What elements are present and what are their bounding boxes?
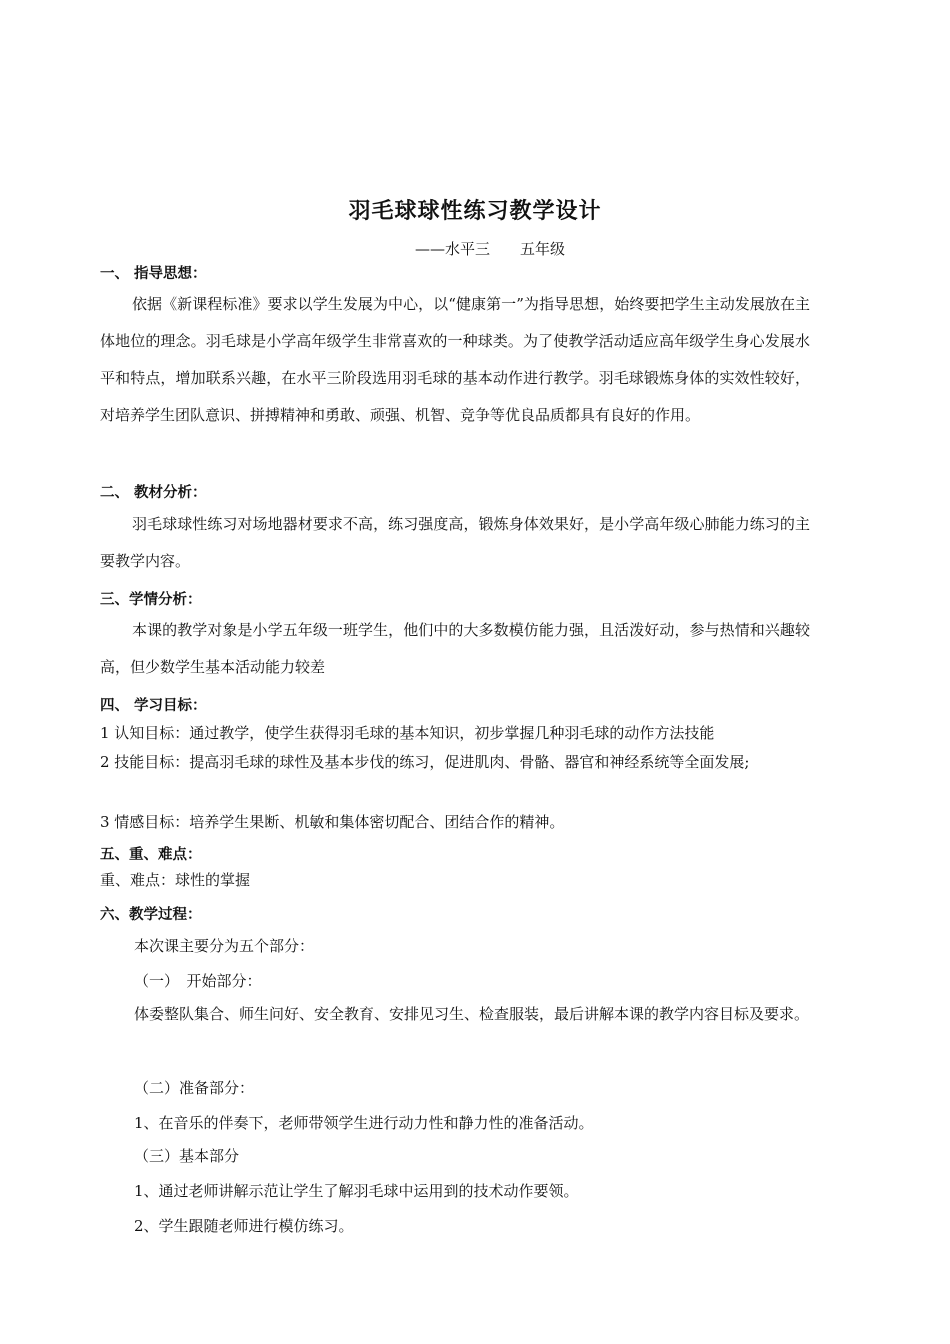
- goal-item-skill: 2 技能目标：提高羽毛球的球性及基本步伐的练习，促进肌肉、骨骼、器官和神经系统等全面发展;: [100, 753, 750, 771]
- goal-item-cognitive: 1 认知目标：通过教学，使学生获得羽毛球的基本知识，初步掌握几种羽毛球的动作方法技能: [100, 724, 715, 742]
- process-part1-title: （一） 开始部分：: [134, 972, 262, 990]
- document-subtitle: ——水平三 五年级: [414, 240, 565, 258]
- section-heading-key-points: 五、重、难点：: [100, 847, 202, 863]
- process-part3-item: 2、学生跟随老师进行模仿练习。: [134, 1217, 354, 1235]
- process-intro: 本次课主要分为五个部分：: [134, 937, 315, 955]
- key-points-text: 重、难点：球性的掌握: [100, 871, 251, 889]
- section-paragraph-guiding-thought: 依据《新课程标准》要求以学生发展为中心，以“健康第一”为指导思想，始终要把学生主动发展放在主体地位的理念。羽毛球是小学高年级学生非常喜欢的一种球类。为了使教学活动适应高年级学生身心发展水平和特点，增加联系兴趣，在水平三阶段选用羽毛球的基本动作进行教学。羽毛球锻炼身体的实效性较好，对培养学生团队意识、拼搏精神和勇敢、顽强、机智、竞争等优良品质都具有良好的作用。: [100, 295, 810, 424]
- section-heading-learning-goals: 四、 学习目标：: [100, 698, 207, 714]
- goal-item-emotional: 3 情感目标：培养学生果断、机敏和集体密切配合、团结合作的精神。: [100, 813, 565, 831]
- document-title: 羽毛球球性练习教学设计: [348, 199, 602, 224]
- section-heading-material-analysis: 二、 教材分析：: [100, 485, 207, 501]
- process-part3-item: 1、通过老师讲解示范让学生了解羽毛球中运用到的技术动作要领。: [134, 1182, 579, 1200]
- process-part1-text: 体委整队集合、师生问好、安全教育、安排见习生、检查服装，最后讲解本课的教学内容目标及要求。: [134, 1005, 810, 1023]
- process-part2-text: 1、在音乐的伴奏下，老师带领学生进行动力性和静力性的准备活动。: [134, 1114, 594, 1132]
- section-paragraph-student-analysis: 本课的教学对象是小学五年级一班学生，他们中的大多数模仿能力强，且活泼好动，参与热情和兴趣较高，但少数学生基本活动能力较差: [100, 621, 810, 676]
- section-paragraph-material-analysis: 羽毛球球性练习对场地器材要求不高，练习强度高，锻炼身体效果好，是小学高年级心肺能力练习的主要教学内容。: [100, 515, 810, 570]
- section-heading-guiding-thought: 一、 指导思想：: [100, 266, 207, 282]
- process-part2-title: （二）准备部分：: [134, 1079, 255, 1097]
- section-heading-student-analysis: 三、学情分析：: [100, 592, 202, 608]
- process-part3-title: （三）基本部分: [134, 1147, 240, 1165]
- section-heading-teaching-process: 六、教学过程：: [100, 907, 202, 923]
